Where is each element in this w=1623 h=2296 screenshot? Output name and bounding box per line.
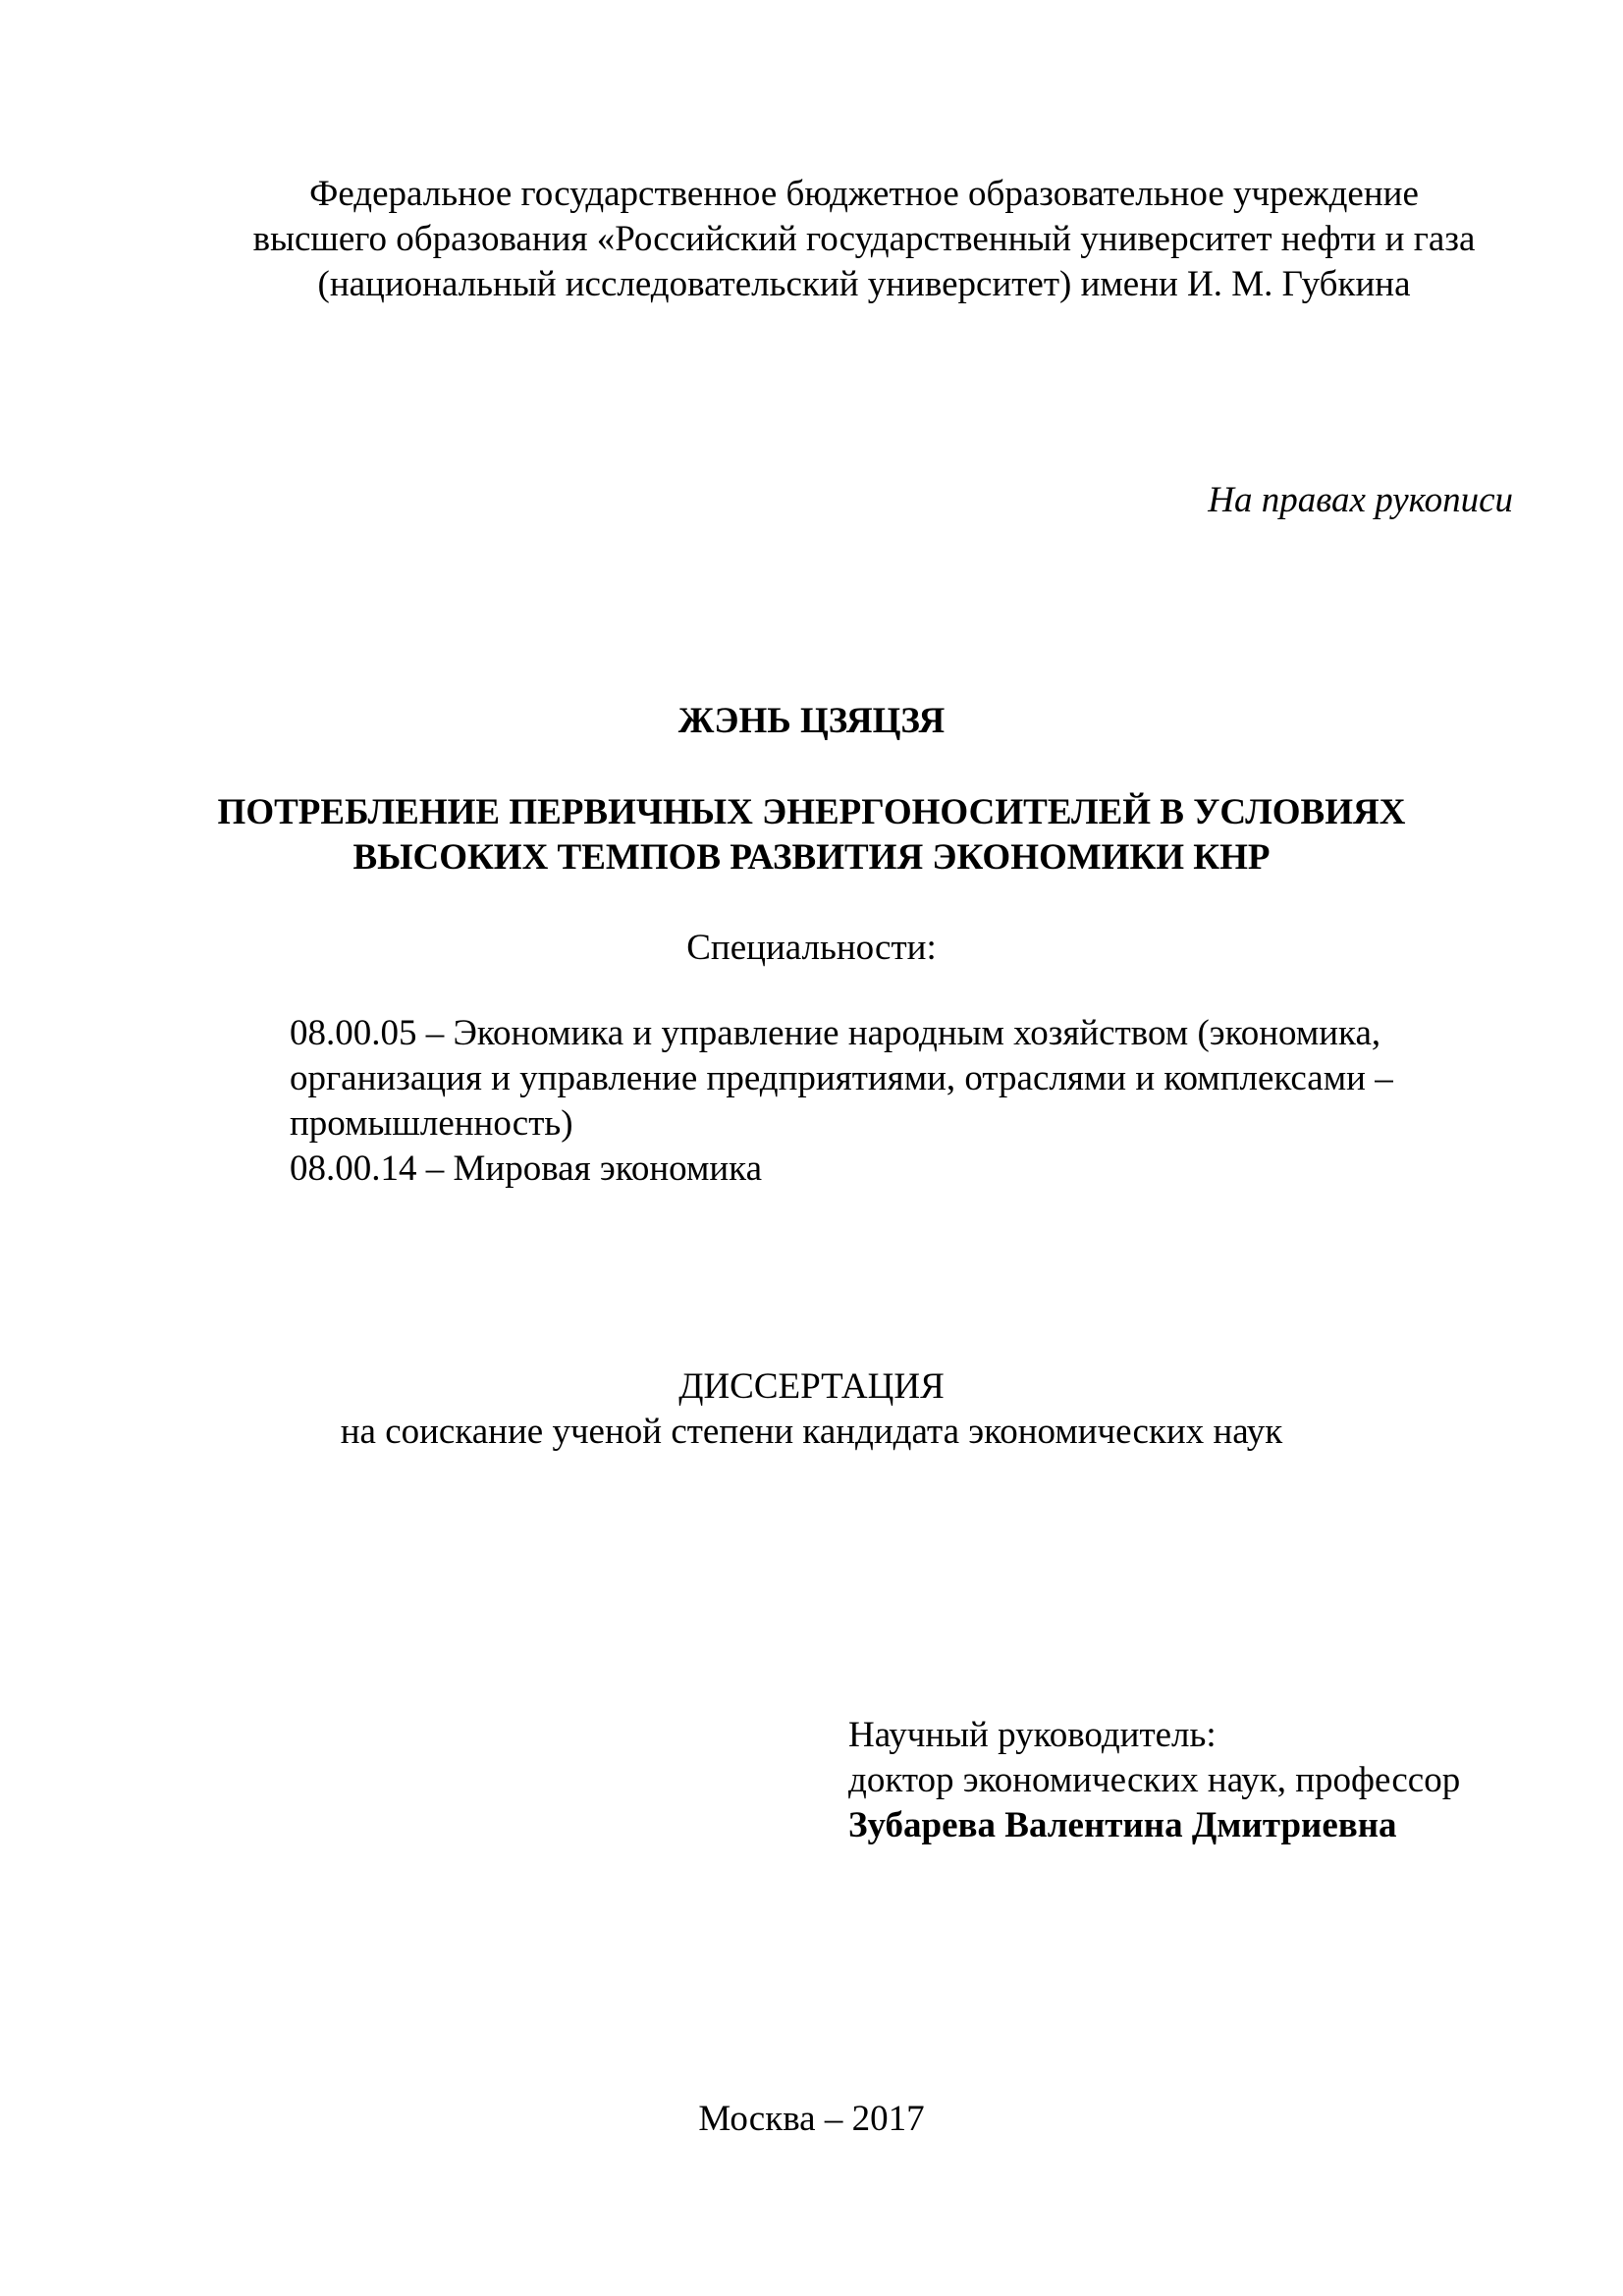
supervisor-name: Зубарева Валентина Дмитриевна [848, 1805, 1397, 1845]
degree-statement: на соискание ученой степени кандидата экономических наук [340, 1412, 1283, 1452]
manuscript-note: На правах рукописи [1208, 480, 1513, 520]
institution-line: (национальный исследовательский университет) имени И. М. Губкина [317, 264, 1411, 304]
supervisor-label: Научный руководитель: [848, 1715, 1217, 1755]
specialty-line: 08.00.05 – Экономика и управление народным хозяйством (экономика, [290, 1013, 1381, 1053]
institution-name [177, 172, 1551, 307]
supervisor-block [848, 1713, 1460, 1848]
specialty-line: организация и управление предприятиями, отраслями и комплексами – [290, 1058, 1393, 1098]
institution-line: Федеральное государственное бюджетное образовательное учреждение [309, 174, 1419, 214]
document-type: ДИССЕРТАЦИЯ [678, 1366, 945, 1407]
dissertation-title [0, 790, 1623, 881]
institution-line: высшего образования «Российский государственный университет нефти и газа [252, 219, 1476, 259]
specialty-line: промышленность) [290, 1103, 573, 1144]
specialties-heading: Специальности: [686, 928, 937, 968]
supervisor-credentials: доктор экономических наук, профессор [848, 1760, 1461, 1800]
place-and-year: Москва – 2017 [698, 2099, 925, 2139]
title-line: ВЫСОКИХ ТЕМПОВ РАЗВИТИЯ ЭКОНОМИКИ КНР [352, 837, 1271, 878]
title-line: ПОТРЕБЛЕНИЕ ПЕРВИЧНЫХ ЭНЕРГОНОСИТЕЛЕЙ В УСЛОВИЯХ [217, 792, 1406, 832]
specialty-line: 08.00.14 – Мировая экономика [290, 1148, 762, 1189]
specialties-list [290, 1011, 1393, 1192]
author-name: ЖЭНЬ ЦЗЯЦЗЯ [677, 701, 946, 741]
